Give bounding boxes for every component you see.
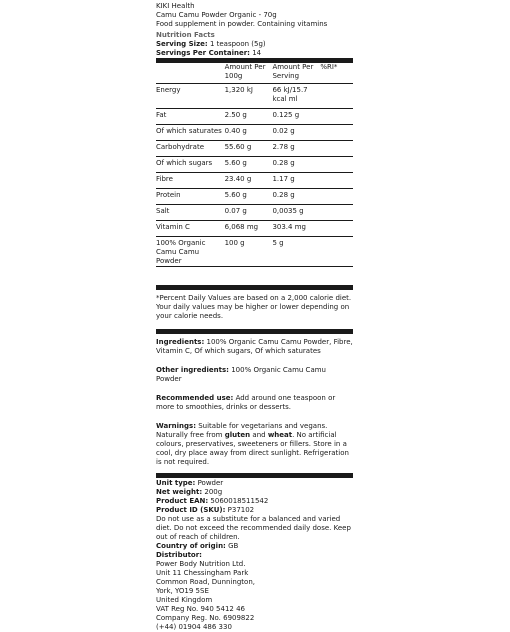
product-description: Food supplement in powder. Containing vitamins (156, 20, 328, 28)
column-header: Amount Per 100g (224, 63, 266, 80)
distributor-line: Common Road, Dunnington, (156, 578, 255, 586)
table-spacer-row (156, 267, 353, 286)
recommended-use: Recommended use: Add around one teaspoon or more to smoothies, drinks or desserts. (156, 394, 336, 411)
nutrition-title: Nutrition Facts (156, 31, 215, 39)
table-header-row (156, 63, 353, 84)
nutrition-table (156, 63, 353, 285)
serving-size: Serving Size: 1 teaspoon (5g) (156, 40, 266, 48)
warnings: Warnings: Suitable for vegetarians and vegans. Naturally free from gluten and wheat. No artificial colours, preservatives, sweeteners or fillers. Store in a cool, dry place away from direct sunlight. Refrigeration is not required. (156, 422, 349, 466)
other-ingredients: Other ingredients: 100% Organic Camu Camu Powder (156, 366, 326, 383)
table-row: 100% Organic Camu Camu Powder 100 g 5 g (156, 237, 353, 267)
daily-values-footnote: *Percent Daily Values are based on a 2,000 calorie diet. Your daily values may be higher or lower depending on your calorie needs. (156, 294, 352, 320)
table-row: Of which saturates 0.40 g 0.02 g (156, 125, 353, 141)
product-name: Camu Camu Powder Organic - 70g (156, 11, 277, 19)
usage-notice: Do not use as a substitute for a balanced and varied diet. Do not exceed the recommended daily dose. Keep out of reach of children. (156, 515, 351, 541)
distributor-line: York, YO19 5SE (156, 587, 209, 595)
column-header: %RI* (320, 63, 338, 71)
table-row: Of which sugars 5.60 g 0.28 g (156, 157, 353, 173)
table-row: Fibre 23.40 g 1.17 g (156, 173, 353, 189)
country-of-origin: Country of origin: GB (156, 542, 239, 550)
product-ean: Product EAN: 5060018511542 (156, 497, 269, 505)
distributor-line: Power Body Nutrition Ltd. (156, 560, 246, 568)
details-section (156, 334, 353, 473)
column-header (156, 63, 225, 84)
unit-type: Unit type: Powder (156, 479, 224, 487)
table-row: Salt 0.07 g 0,0035 g (156, 205, 353, 221)
distributor-line: VAT Reg No. 940 5412 46 (156, 605, 245, 613)
servings-per-container: Servings Per Container: 14 (156, 49, 262, 57)
product-label (156, 2, 353, 632)
product-meta (156, 478, 353, 515)
table-row: Fat 2.50 g 0.125 g (156, 109, 353, 125)
product-header (156, 2, 353, 58)
origin-distributor (156, 542, 353, 632)
net-weight: Net weight: 200g (156, 488, 223, 496)
brand-name: KIKI Health (156, 2, 195, 10)
table-row: Vitamin C 6,068 mg 303.4 mg (156, 221, 353, 237)
product-sku: Product ID (SKU): P37102 (156, 506, 255, 514)
distributor-line: (+44) 01904 486 330 (156, 623, 232, 631)
table-row: Carbohydrate 55.60 g 2.78 g (156, 141, 353, 157)
distributor-heading: Distributor: (156, 551, 202, 559)
distributor-line: Company Reg. No. 6909822 (156, 614, 255, 622)
table-row: Energy 1,320 kJ 66 kJ/15.7 kcal ml (156, 84, 353, 109)
ingredients: Ingredients: 100% Organic Camu Camu Powder, Fibre, Vitamin C, Of which sugars, Of which saturates (156, 338, 353, 355)
table-row: Protein 5.60 g 0.28 g (156, 189, 353, 205)
column-header: Amount Per Serving (272, 63, 314, 80)
distributor-line: Unit 11 Chessingham Park (156, 569, 249, 577)
distributor-line: United Kingdom (156, 596, 213, 604)
